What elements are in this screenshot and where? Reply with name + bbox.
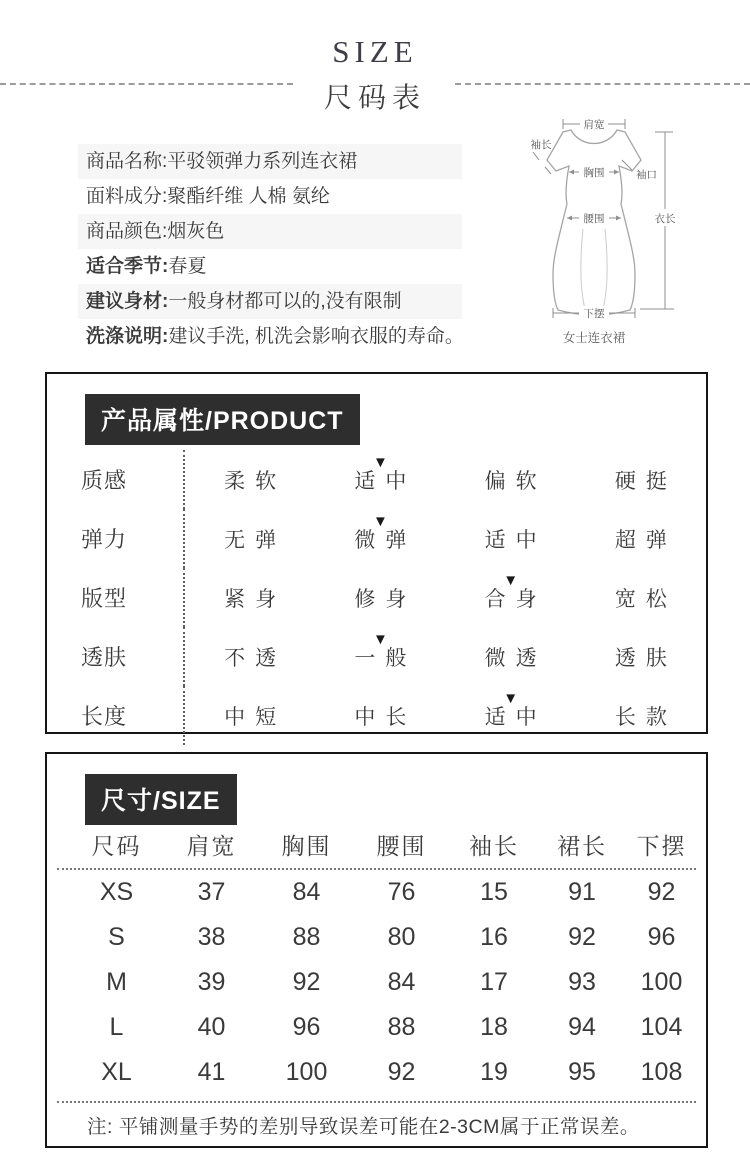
info-row — [78, 249, 462, 284]
size-cell: 16 — [480, 923, 508, 951]
attr-option: 宽松 — [614, 587, 677, 611]
size-cell: 92 — [387, 1058, 416, 1086]
size-cell: 18 — [480, 1013, 508, 1041]
size-cell: 76 — [387, 878, 416, 906]
size-cell: 100 — [285, 1058, 328, 1086]
size-table-header-row — [47, 828, 706, 862]
size-cell: 104 — [640, 1013, 683, 1041]
info-label: 建议身材: — [86, 291, 169, 312]
garment-length-label: 衣长 — [654, 213, 676, 225]
size-cell: 96 — [292, 1013, 321, 1041]
size-col-header: 裙长 — [557, 833, 607, 859]
dotted-divider — [57, 1101, 696, 1103]
size-cell: 91 — [568, 878, 596, 906]
info-value: 烟灰色 — [167, 221, 225, 242]
attributes-box — [45, 372, 708, 734]
info-row — [78, 284, 462, 319]
attr-option: 无弹 — [224, 528, 287, 552]
size-row — [47, 960, 706, 1005]
attr-row — [47, 509, 706, 568]
attr-name: 版型 — [47, 568, 185, 627]
attr-option: 中短 — [224, 705, 287, 729]
info-label: 商品颜色: — [86, 221, 168, 242]
size-col-header: 尺码 — [91, 833, 142, 859]
attr-option: 透肤 — [614, 646, 677, 670]
size-cell: 15 — [480, 878, 508, 906]
size-cell: M — [106, 968, 127, 996]
info-value: 聚酯纤维 人棉 氨纶 — [167, 186, 330, 207]
attr-option: 柔软 — [224, 469, 287, 493]
info-row — [78, 144, 462, 179]
diagram-caption: 女士连衣裙 — [562, 331, 626, 345]
size-cell: 19 — [480, 1058, 508, 1086]
size-header-tag: 尺寸/SIZE — [85, 774, 237, 825]
attr-name: 质感 — [47, 450, 185, 509]
attr-option: 偏软 — [484, 469, 547, 493]
size-cell: 92 — [568, 923, 596, 951]
size-note: 注: 平铺测量手势的差别导致误差可能在2-3CM属于正常误差。 — [87, 1116, 640, 1138]
attr-option: 修身 — [354, 587, 417, 611]
attr-option: 中长 — [354, 705, 417, 729]
attr-name: 透肤 — [47, 627, 185, 686]
info-label: 适合季节: — [86, 256, 169, 277]
size-table-box — [45, 752, 708, 1148]
info-row — [78, 319, 462, 354]
attr-option-selected: ▼ 适中 — [354, 454, 417, 493]
attr-option: 长款 — [614, 705, 677, 729]
bust-label: 胸围 — [583, 167, 605, 179]
attr-option: 不透 — [224, 646, 287, 670]
attr-option-selected: ▼ 微弹 — [354, 513, 417, 552]
attributes-rows — [47, 450, 706, 745]
size-row — [47, 870, 706, 915]
selected-marker-icon: ▼ — [372, 454, 388, 471]
size-cell: XS — [99, 878, 134, 906]
attr-option-selected: ▼ 一般 — [354, 631, 417, 670]
size-cell: 37 — [197, 878, 226, 906]
size-cell: 40 — [197, 1013, 226, 1041]
selected-marker-icon: ▼ — [503, 690, 519, 707]
attr-name: 弹力 — [47, 509, 185, 568]
size-cell: 88 — [292, 923, 321, 951]
info-value: 春夏 — [168, 256, 207, 277]
attr-option: 紧身 — [224, 587, 287, 611]
attr-option-selected: ▼ 合身 — [484, 572, 547, 611]
shoulder-width-label: 肩宽 — [583, 119, 605, 131]
size-cell: 39 — [197, 968, 226, 996]
size-cell: 38 — [197, 923, 226, 951]
info-row — [78, 214, 462, 249]
attr-option-selected: ▼ 适中 — [484, 690, 547, 729]
dress-diagram — [505, 104, 745, 356]
sleeve-length-label: 袖长 — [530, 139, 552, 151]
attr-option: 硬挺 — [614, 469, 677, 493]
page-title-en: SIZE — [332, 34, 418, 69]
size-cell: 84 — [292, 878, 321, 906]
selected-marker-icon: ▼ — [503, 572, 519, 589]
size-cell: 80 — [387, 923, 416, 951]
size-cell: 17 — [480, 968, 508, 996]
size-cell: 95 — [568, 1058, 596, 1086]
product-info-list — [78, 144, 462, 354]
attributes-header-tag: 产品属性/PRODUCT — [85, 394, 360, 445]
info-label: 面料成分: — [86, 186, 168, 207]
size-row — [47, 915, 706, 960]
size-col-header: 腰围 — [376, 833, 427, 859]
size-col-header: 胸围 — [281, 833, 332, 859]
info-value: 平驳领弹力系列连衣裙 — [167, 151, 358, 172]
attr-option: 适中 — [484, 528, 547, 552]
size-col-header: 肩宽 — [186, 833, 237, 859]
size-cell: 96 — [647, 923, 676, 951]
size-cell: 94 — [568, 1013, 596, 1041]
attr-option: 微透 — [484, 646, 547, 670]
size-cell: 41 — [197, 1058, 226, 1086]
size-col-header: 下摆 — [636, 833, 687, 859]
attr-name: 长度 — [47, 686, 185, 745]
attr-row — [47, 450, 706, 509]
waist-label: 腰围 — [583, 213, 605, 225]
hem-label: 下摆 — [583, 308, 605, 320]
info-label: 洗涤说明: — [86, 326, 169, 347]
size-cell: L — [109, 1013, 124, 1041]
size-cell: 88 — [387, 1013, 416, 1041]
size-cell: S — [108, 923, 125, 951]
info-row — [78, 179, 462, 214]
info-value: 建议手洗, 机洗会影响衣服的寿命。 — [168, 326, 464, 347]
size-row — [47, 1050, 706, 1095]
size-cell: 84 — [387, 968, 416, 996]
attr-option: 超弹 — [614, 528, 677, 552]
attr-row — [47, 686, 706, 745]
selected-marker-icon: ▼ — [372, 631, 388, 648]
size-cell: 92 — [292, 968, 321, 996]
size-cell: 92 — [647, 878, 676, 906]
attr-row — [47, 568, 706, 627]
size-cell: XL — [101, 1058, 132, 1086]
size-cell: 100 — [640, 968, 683, 996]
size-col-header: 袖长 — [469, 833, 519, 859]
info-label: 商品名称: — [86, 151, 168, 172]
page-title-zh: 尺码表 — [323, 82, 426, 113]
info-value: 一般身材都可以的,没有限制 — [168, 291, 402, 312]
size-row — [47, 1005, 706, 1050]
size-cell: 93 — [568, 968, 596, 996]
attr-row — [47, 627, 706, 686]
selected-marker-icon: ▼ — [372, 513, 388, 530]
cuff-label: 袖口 — [636, 169, 657, 181]
size-cell: 108 — [640, 1058, 683, 1086]
